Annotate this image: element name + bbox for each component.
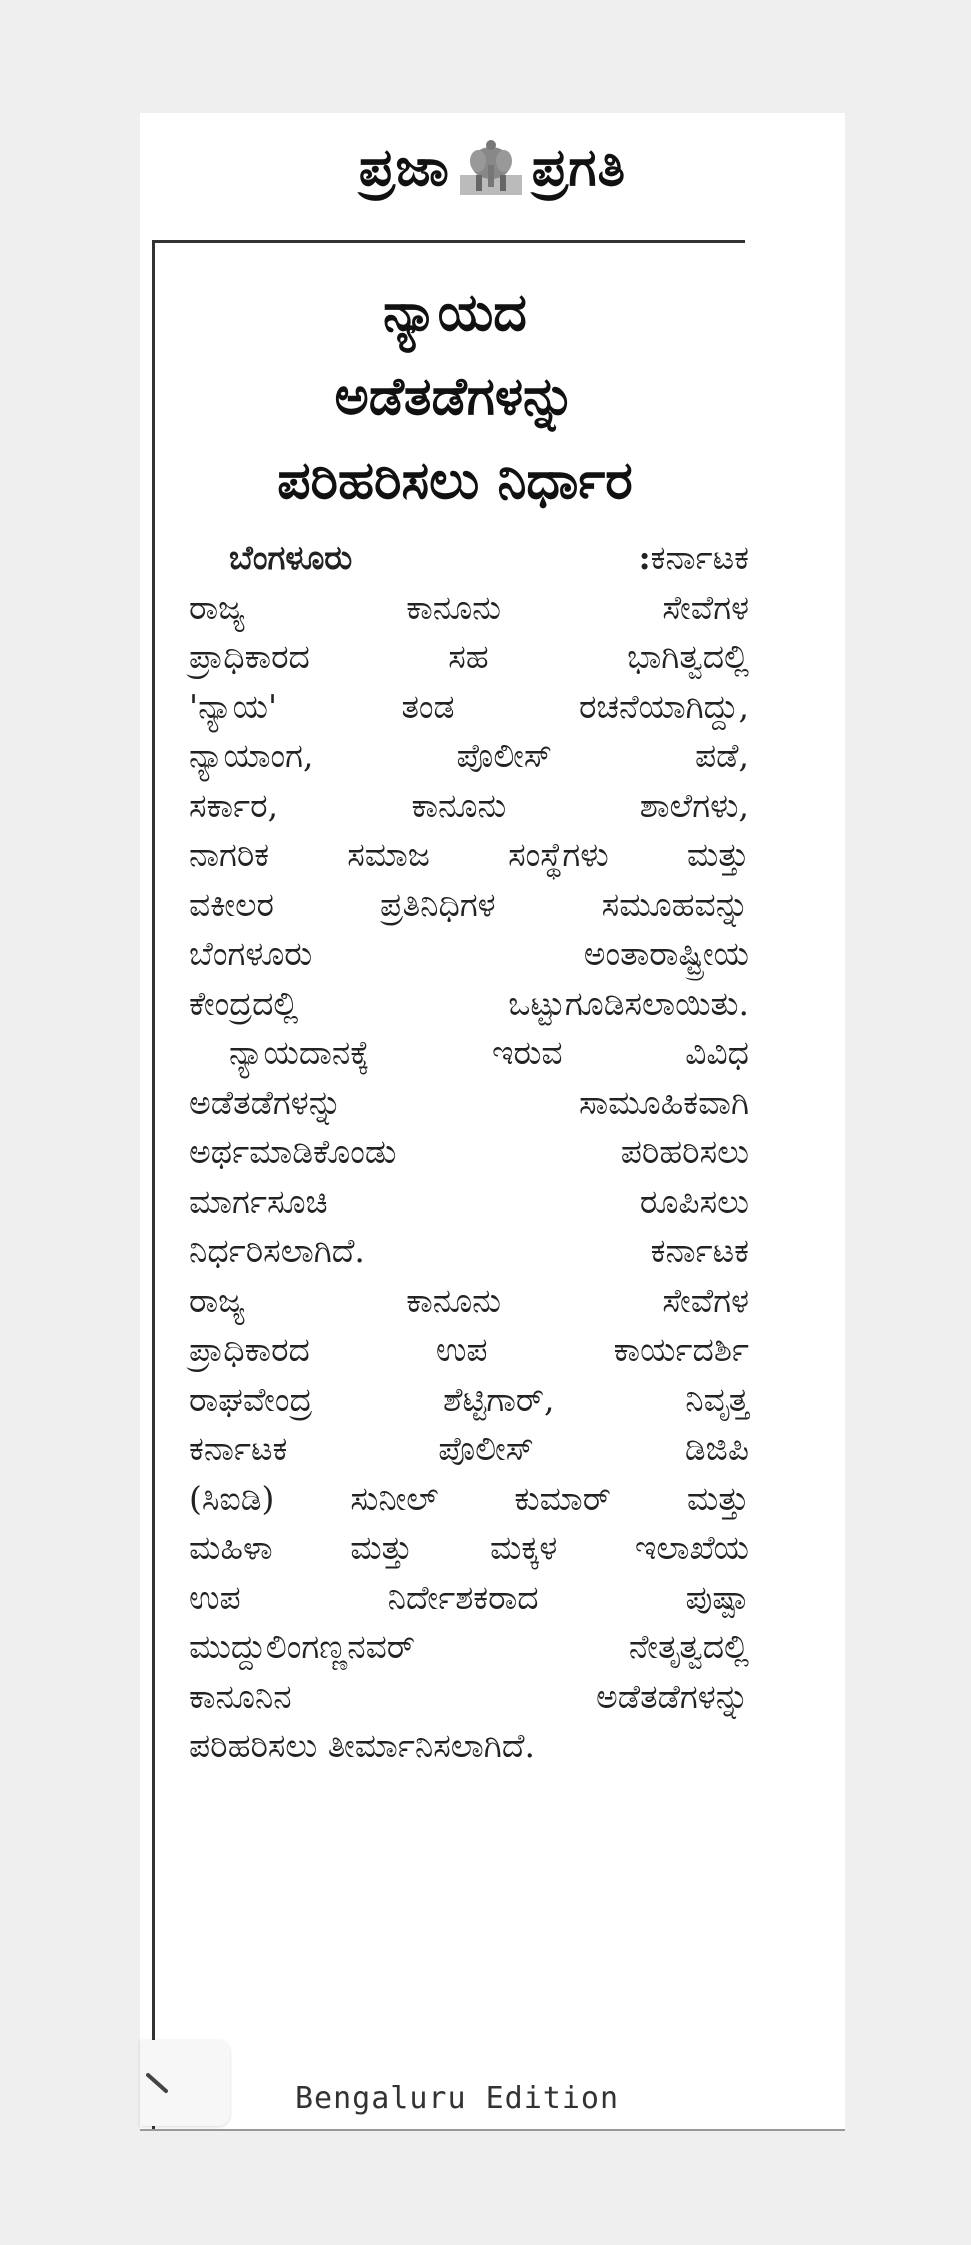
body-line	[189, 533, 749, 583]
article-body	[189, 533, 749, 1771]
body-line: ನಿರ್ಧರಿಸಲಾಗಿದೆ. ಕರ್ನಾಟಕ	[189, 1231, 749, 1270]
body-line: ಕೇಂದ್ರದಲ್ಲಿ ಒಟ್ಟುಗೂಡಿಸಲಾಯಿತು.	[189, 983, 749, 1023]
body-line: ರಾಜ್ಯ ಕಾನೂನು ಸೇವೆಗಳ	[189, 1280, 749, 1320]
body-line: ಸರ್ಕಾರ, ಕಾನೂನು ಶಾಲೆಗಳು,	[189, 785, 749, 825]
body-line: ಅರ್ಥಮಾಡಿಕೊಂಡು ಪರಿಹರಿಸಲು	[189, 1132, 749, 1171]
edition-label: Bengaluru Edition	[295, 2081, 620, 2116]
body-line: ಕಾನೂನಿನ ಅಡೆತಡೆಗಳನ್ನು	[189, 1676, 749, 1716]
body-line: ನ್ಯಾಯದಾನಕ್ಕೆ ಇರುವ ವಿವಿಧ	[229, 1033, 749, 1072]
body-line: ಮುದ್ದುಲಿಂಗಣ್ಣನವರ್ ನೇತೃತ್ವದಲ್ಲಿ	[189, 1627, 749, 1666]
body-line: ನ್ಯಾಯಾಂಗ, ಪೊಲೀಸ್ ಪಡೆ,	[189, 736, 749, 775]
body-line: ಅಡೆತಡೆಗಳನ್ನು ಸಾಮೂಹಿಕವಾಗಿ	[189, 1082, 749, 1122]
masthead-left: ಪ್ರಜಾ	[358, 137, 450, 198]
body-line: ಮಾರ್ಗಸೂಚಿ ರೂಪಿಸಲು	[189, 1181, 749, 1221]
elephant-emblem-icon	[458, 135, 524, 201]
body-line: (ಸಿಐಡಿ) ಸುನೀಲ್ ಕುಮಾರ್ ಮತ್ತು	[189, 1478, 749, 1518]
body-line-text: ಕರ್ನಾಟಕ	[650, 538, 749, 577]
headline-line: ಪರಿಹರಿಸಲು ನಿರ್ಧಾರ	[277, 451, 633, 511]
body-line: ಉಪ ನಿರ್ದೇಶಕರಾದ ಪುಷ್ಪಾ	[189, 1577, 749, 1617]
headline-line: ನ್ಯಾಯದ	[383, 283, 527, 343]
masthead	[140, 113, 845, 223]
body-line: ನಾಗರಿಕ ಸಮಾಜ ಸಂಸ್ಥೆಗಳು ಮತ್ತು	[189, 835, 749, 874]
body-line: ಪ್ರಾಧಿಕಾರದ ಉಪ ಕಾರ್ಯದರ್ಶಿ	[189, 1330, 749, 1369]
body-line: ಪ್ರಾಧಿಕಾರದ ಸಹ ಭಾಗಿತ್ವದಲ್ಲಿ	[189, 637, 749, 676]
body-line: ಬೆಂಗಳೂರು ಅಂತಾರಾಷ್ಟ್ರೀಯ	[189, 934, 749, 973]
masthead-right: ಪ್ರಗತಿ	[531, 137, 627, 198]
body-line: ಪರಿಹರಿಸಲು ತೀರ್ಮಾನಿಸಲಾಗಿದೆ.	[189, 1726, 535, 1765]
body-line: 'ನ್ಯಾಯ' ತಂಡ ರಚನೆಯಾಗಿದ್ದು,	[189, 686, 749, 726]
dateline: ಬೆಂಗಳೂರು :	[229, 538, 651, 577]
body-line: ಮಹಿಳಾ ಮತ್ತು ಮಕ್ಕಳ ಇಲಾಖೆಯ	[189, 1528, 749, 1567]
article-column	[152, 240, 749, 2130]
divider	[140, 2129, 845, 2131]
back-button[interactable]	[140, 2040, 230, 2126]
body-line: ರಾಘವೇಂದ್ರ ಶೆಟ್ಟಿಗಾರ್, ನಿವೃತ್ತ	[189, 1379, 749, 1419]
newspaper-clipping	[140, 113, 845, 2130]
body-line: ವಕೀಲರ ಪ್ರತಿನಿಧಿಗಳ ಸಮೂಹವನ್ನು	[189, 884, 749, 924]
headline-line: ಅಡೆತಡೆಗಳನ್ನು	[334, 367, 576, 427]
body-line: ಕರ್ನಾಟಕ ಪೊಲೀಸ್ ಡಿಜಿಪಿ	[189, 1429, 749, 1468]
article-headline	[165, 271, 745, 523]
body-line: ರಾಜ್ಯ ಕಾನೂನು ಸೇವೆಗಳ	[189, 587, 749, 627]
back-arrow-icon	[140, 2061, 182, 2105]
